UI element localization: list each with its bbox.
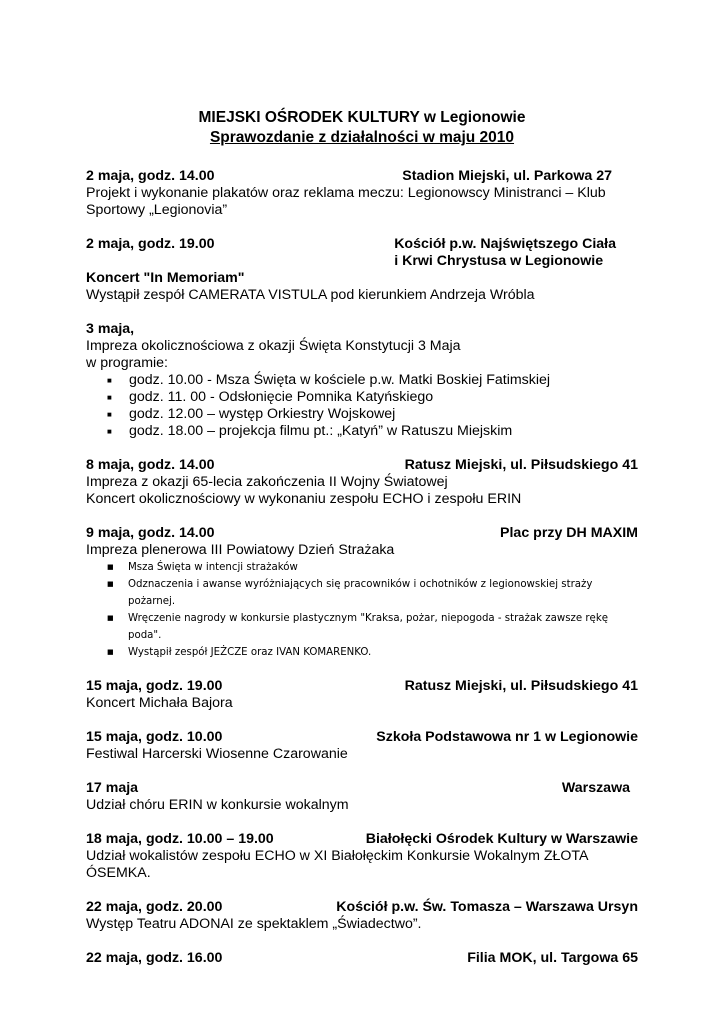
event-entry [86, 236, 638, 304]
event-place: Ratusz Miejski, ul. Piłsudskiego 41 [404, 457, 638, 473]
event-place-line: i Krwi Chrystusa w Legionowie [394, 253, 604, 269]
event-entry [86, 831, 638, 882]
event-date: 18 maja, godz. 10.00 – 19.00 [86, 831, 274, 847]
event-entry [86, 729, 638, 763]
event-description: w programie: [86, 355, 169, 371]
list-item: ■ Odznaczenia i awanse wyróżniających się pracowników i ochotników z legionowskiej straży pożarnej. [128, 576, 638, 610]
event-place: Ratusz Miejski, ul. Piłsudskiego 41 [404, 678, 638, 694]
event-place [394, 236, 616, 270]
event-entry [86, 168, 638, 219]
event-date: 8 maja, godz. 14.00 [86, 457, 215, 473]
event-heading: Koncert "In Memoriam" [86, 270, 245, 286]
list-item: ■ godz. 11. 00 - Odsłonięcie Pomnika Katyńskiego [129, 389, 638, 406]
event-place: Filia MOK, ul. Targowa 65 [467, 950, 638, 966]
event-date: 15 maja, godz. 19.00 [86, 678, 223, 694]
document-subtitle: Sprawozdanie z działalności w maju 2010 [209, 129, 515, 146]
event-place: Białołęcki Ośrodek Kultury w Warszawie [365, 831, 638, 847]
event-description: Impreza plenerowa III Powiatowy Dzień Strażaka [86, 542, 395, 558]
event-entry [86, 780, 638, 814]
event-entry [86, 525, 638, 661]
event-description: Koncert Michała Bajora [86, 695, 233, 711]
event-description: Występ Teatru ADONAI ze spektaklem „Świadectwo”. [86, 916, 422, 932]
event-date: 3 maja, [86, 321, 135, 337]
event-description: Udział chóru ERIN w konkursie wokalnym [86, 797, 349, 813]
event-place: Szkoła Podstawowa nr 1 w Legionowie [376, 729, 638, 745]
event-place: Plac przy DH MAXIM [500, 525, 638, 541]
event-place: Stadion Miejski, ul. Parkowa 27 [402, 168, 612, 184]
event-description: Udział wokalistów zespołu ECHO w XI Białołęckim Konkursie Wokalnym ZŁOTA ÓSEMKA. [86, 848, 588, 881]
list-item: ■ Msza Święta w intencji strażaków [128, 559, 638, 576]
event-date: 2 maja, godz. 14.00 [86, 168, 215, 184]
list-item: ■ godz. 10.00 - Msza Święta w kościele p.w. Matki Boskiej Fatimskiej [129, 372, 638, 389]
event-date: 15 maja, godz. 10.00 [86, 729, 223, 745]
event-date: 22 maja, godz. 20.00 [86, 899, 223, 915]
event-entry [86, 678, 638, 712]
program-list [86, 372, 638, 440]
event-date: 17 maja [86, 780, 139, 796]
list-item: ■ Wystąpił zespół JEŻCZE oraz IVAN KOMARENKO. [128, 644, 638, 661]
program-list [86, 559, 638, 661]
document-title: MIEJSKI OŚRODEK KULTURY w Legionowie [198, 109, 526, 126]
event-description: Projekt i wykonanie plakatów oraz reklama meczu: Legionowscy Ministranci – Klub Sportowy „Legionovia” [86, 185, 606, 218]
event-place: Warszawa [561, 780, 630, 796]
event-description: Impreza z okazji 65-lecia zakończenia II Wojny Światowej [86, 474, 448, 490]
event-description: Wystąpił zespół CAMERATA VISTULA pod kierunkiem Andrzeja Wróbla [86, 287, 535, 303]
list-item: ■ godz. 18.00 – projekcja filmu pt.: „Katyń” w Ratuszu Miejskim [129, 423, 638, 440]
event-entry [86, 457, 638, 508]
event-entry [86, 950, 638, 967]
event-entry [86, 899, 638, 933]
list-item: ■ Wręczenie nagrody w konkursie plastycznym "Kraksa, pożar, niepogoda - strażak zawsze rękę poda". [128, 610, 638, 644]
event-date: 22 maja, godz. 16.00 [86, 950, 223, 966]
event-description: Festiwal Harcerski Wiosenne Czarowanie [86, 746, 348, 762]
event-description: Impreza okolicznościowa z okazji Święta Konstytucji 3 Maja [86, 338, 461, 354]
event-entry [86, 321, 638, 440]
event-date: 9 maja, godz. 14.00 [86, 525, 215, 541]
event-date: 2 maja, godz. 19.00 [86, 236, 215, 252]
event-description: Koncert okolicznościowy w wykonaniu zespołu ECHO i zespołu ERIN [86, 491, 522, 507]
event-place: Kościół p.w. Św. Tomasza – Warszawa Ursyn [336, 899, 638, 915]
document-page [86, 108, 638, 967]
list-item: ■ godz. 12.00 – występ Orkiestry Wojskowej [129, 406, 638, 423]
event-place-line: Kościół p.w. Najświętszego Ciała [394, 236, 616, 252]
